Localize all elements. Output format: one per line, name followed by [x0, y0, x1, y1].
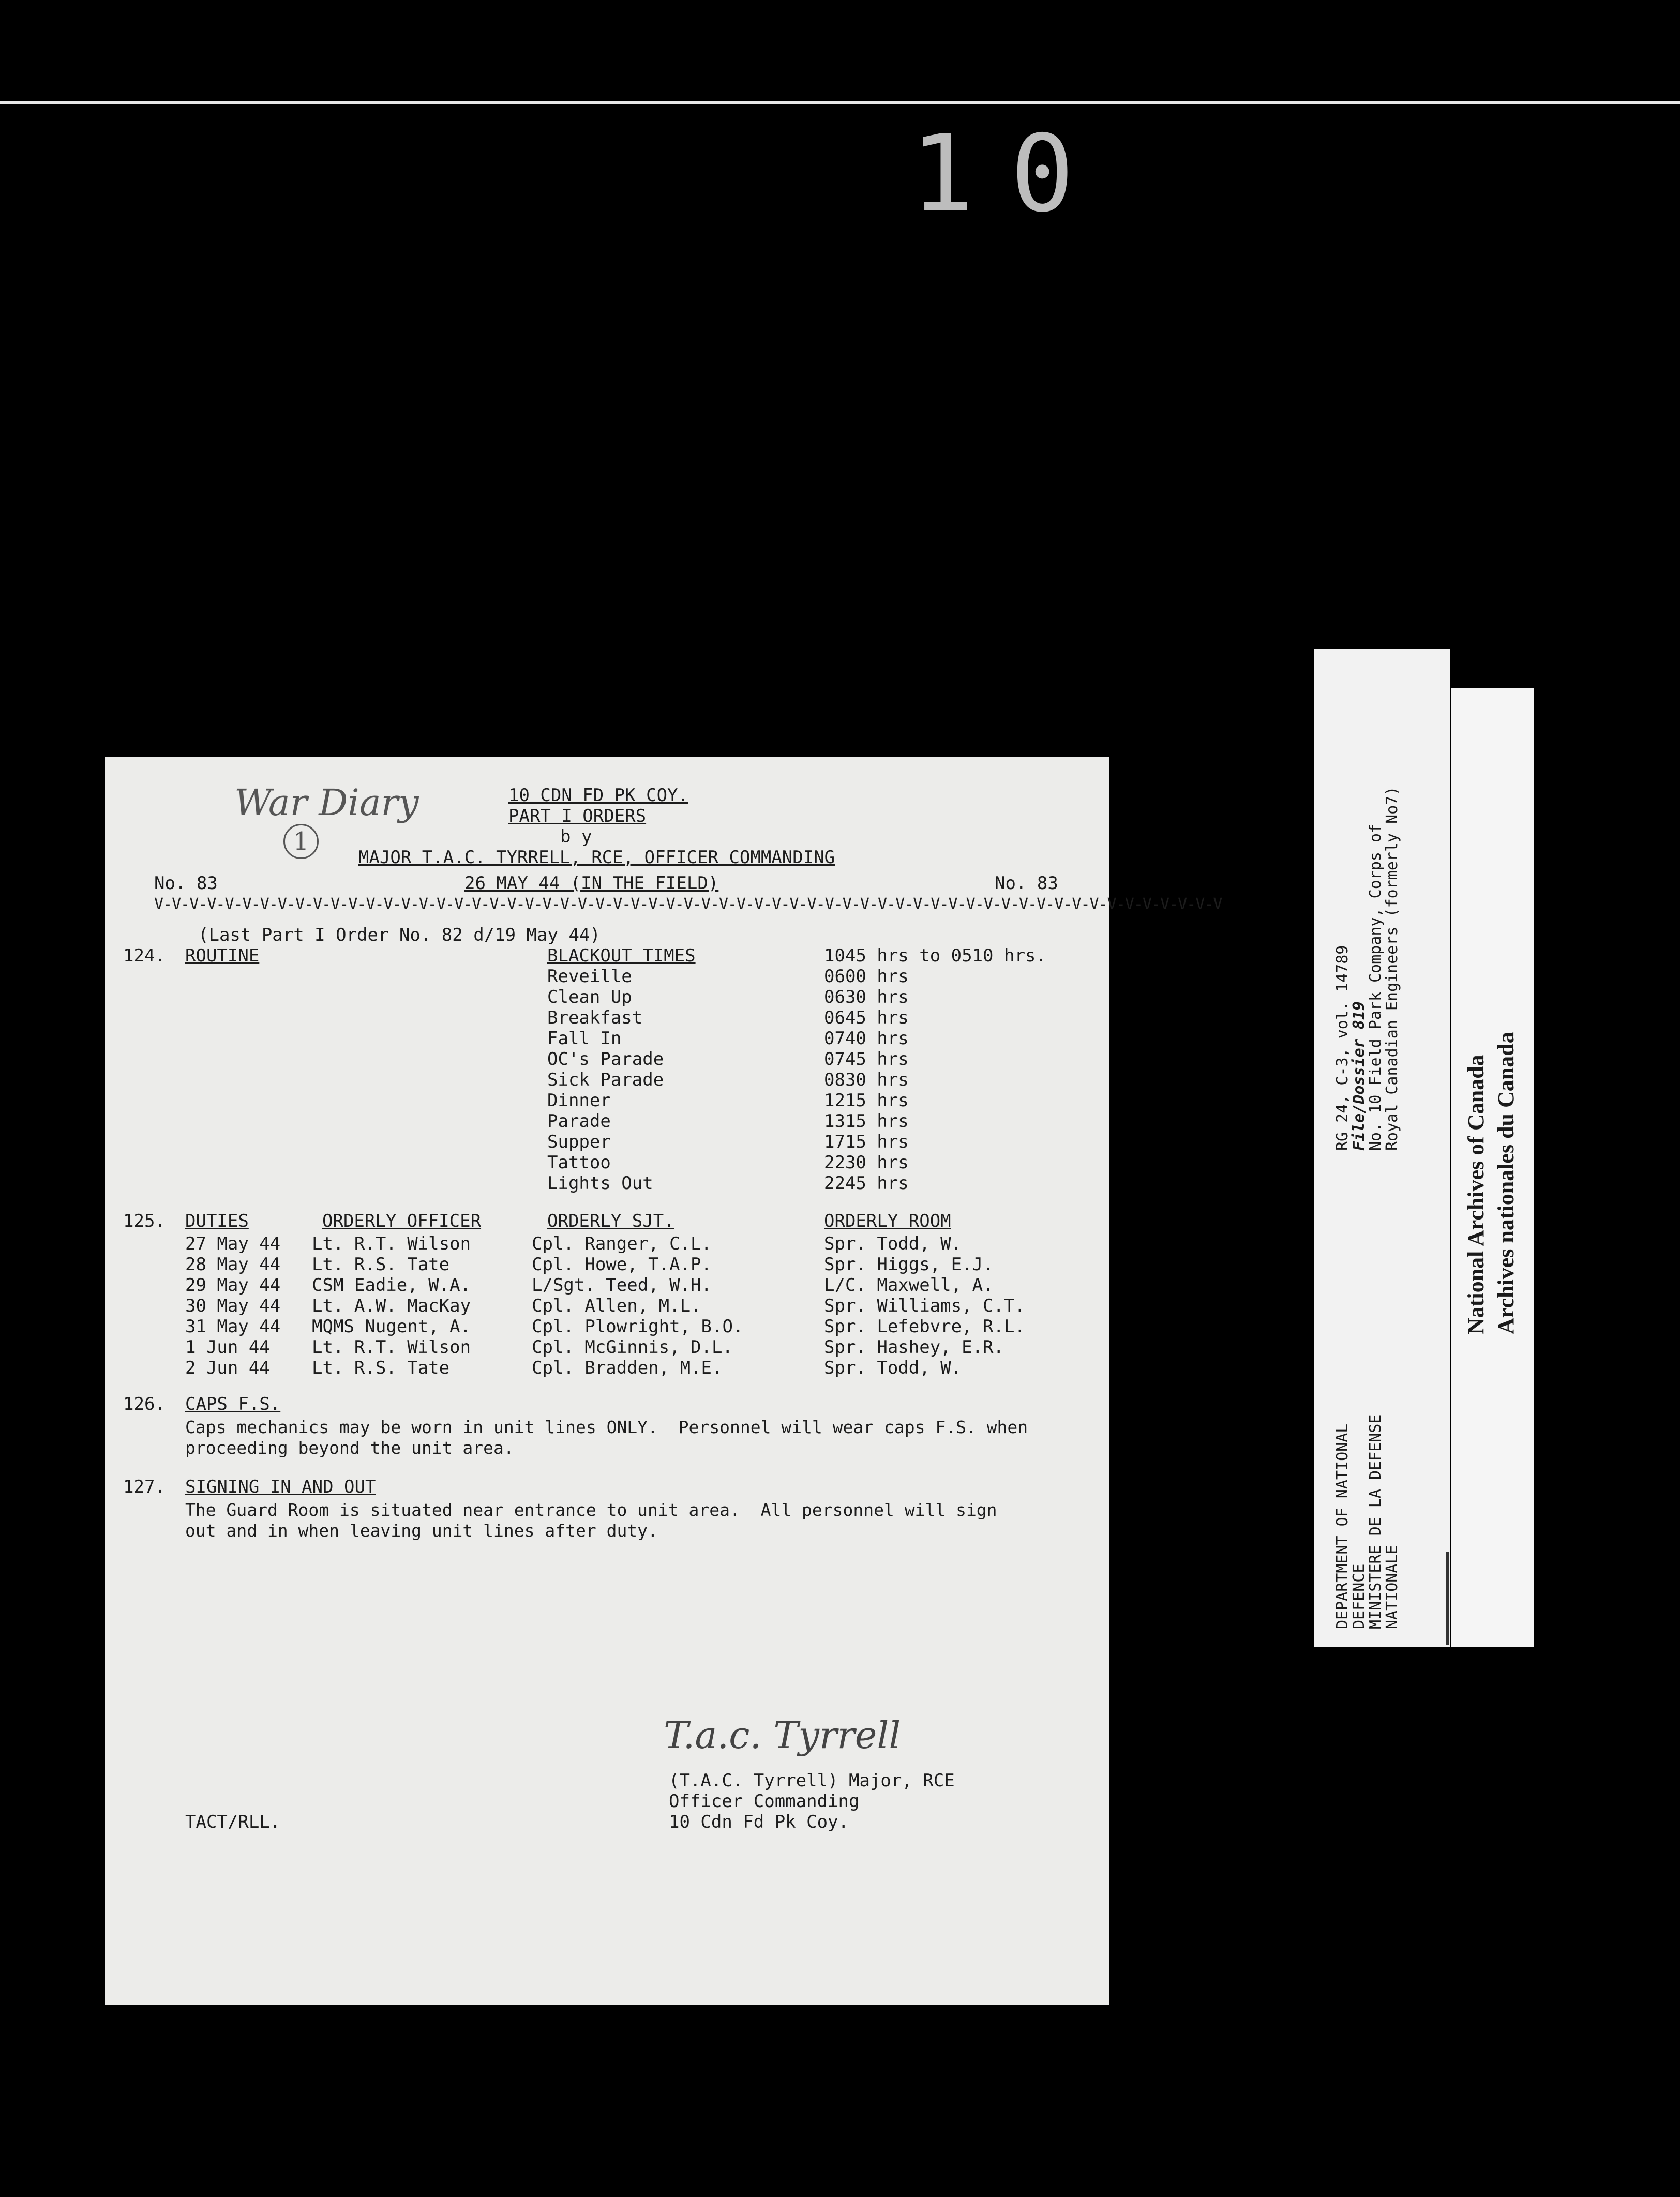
duty-sergeant: Cpl. Allen, M.L. [532, 1296, 701, 1316]
caps-text-line-2: proceeding beyond the unit area. [185, 1438, 514, 1458]
signing-title: SIGNING IN AND OUT [185, 1477, 376, 1497]
last-order-note: (Last Part I Order No. 82 d/19 May 44) [198, 925, 601, 945]
duty-orderly-room: Spr. Williams, C.T. [824, 1296, 1025, 1316]
duty-sergeant: Cpl. Plowright, B.O. [532, 1316, 744, 1337]
signature-unit: 10 Cdn Fd Pk Coy. [669, 1812, 849, 1832]
duty-orderly-room: Spr. Higgs, E.J. [824, 1254, 994, 1275]
caps-number: 126. [123, 1394, 166, 1414]
duty-officer: MQMS Nugent, A. [312, 1316, 471, 1337]
routine-label: Sick Parade [547, 1070, 664, 1090]
order-number-left: No. 83 [154, 873, 218, 894]
header-orderly-room: ORDERLY ROOM [824, 1211, 951, 1231]
by-line: b y [560, 826, 592, 847]
signing-number: 127. [123, 1477, 166, 1497]
duty-sergeant: Cpl. Ranger, C.L. [532, 1233, 712, 1254]
unit-heading: 10 CDN FD PK COY. [508, 785, 688, 806]
department-line-4: NATIONALE [1383, 1545, 1401, 1629]
order-date: 26 MAY 44 (IN THE FIELD) [464, 873, 719, 894]
header-orderly-officer: ORDERLY OFFICER [322, 1211, 482, 1231]
duty-date: 30 May 44 [185, 1296, 281, 1316]
routine-time: 0600 hrs [824, 966, 909, 987]
routine-time: 2245 hrs [824, 1173, 909, 1194]
archive-label [1314, 649, 1450, 1647]
signing-text-line-1: The Guard Room is situated near entrance to unit area. All personnel will sign [185, 1500, 997, 1520]
routine-time: 0740 hrs [824, 1028, 909, 1049]
caps-title: CAPS F.S. [185, 1394, 281, 1414]
archive-reference: RG 24, C-3, vol. 14789 [1333, 945, 1352, 1151]
routine-label: Lights Out [547, 1173, 653, 1194]
duty-sergeant: L/Sgt. Teed, W.H. [532, 1275, 712, 1296]
duty-sergeant: Cpl. Howe, T.A.P. [532, 1254, 712, 1275]
routine-label: BLACKOUT TIMES [547, 945, 696, 966]
routine-time: 1715 hrs [824, 1132, 909, 1152]
signature-title: Officer Commanding [669, 1791, 860, 1812]
circled-number-annotation: 1 [283, 824, 319, 859]
header-orderly-sjt: ORDERLY SJT. [547, 1211, 674, 1231]
duty-officer: Lt. R.S. Tate [312, 1254, 450, 1275]
archive-stamp [1451, 688, 1534, 1647]
duty-orderly-room: Spr. Todd, W. [824, 1358, 962, 1378]
routine-label: Dinner [547, 1090, 611, 1111]
routine-time: 1045 hrs to 0510 hrs. [824, 945, 1046, 966]
routine-label: Parade [547, 1111, 611, 1132]
duty-officer: Lt. R.T. Wilson [312, 1337, 471, 1358]
duty-officer: Lt. R.T. Wilson [312, 1233, 471, 1254]
duty-date: 27 May 44 [185, 1233, 281, 1254]
routine-label: OC's Parade [547, 1049, 664, 1070]
duty-sergeant: Cpl. McGinnis, D.L. [532, 1337, 733, 1358]
film-top-border [0, 101, 1680, 104]
department-line-1: DEPARTMENT OF NATIONAL [1333, 1423, 1352, 1629]
file-number: File/Dossier 819 [1350, 1001, 1368, 1151]
archives-name-french: Archives nationales du Canada [1493, 1032, 1519, 1334]
unit-description-1: No. 10 Field Park Company, Corps of [1367, 823, 1385, 1151]
duties-number: 125. [123, 1211, 166, 1231]
frame-number: 10 [910, 113, 1111, 236]
routine-time: 2230 hrs [824, 1152, 909, 1173]
archives-name-english: National Archives of Canada [1463, 1055, 1489, 1334]
department-line-3: MINISTERE DE LA DEFENSE [1367, 1414, 1385, 1629]
duty-orderly-room: Spr. Lefebvre, R.L. [824, 1316, 1025, 1337]
duty-officer: Lt. R.S. Tate [312, 1358, 450, 1378]
duties-title: DUTIES [185, 1211, 249, 1231]
order-number-right: No. 83 [995, 873, 1058, 894]
duty-date: 29 May 44 [185, 1275, 281, 1296]
unit-description-2: Royal Canadian Engineers (formerly No7) [1383, 786, 1401, 1151]
duty-date: 2 Jun 44 [185, 1358, 270, 1378]
routine-label: Reveille [547, 966, 632, 987]
routine-time: 1215 hrs [824, 1090, 909, 1111]
caps-text-line-1: Caps mechanics may be worn in unit lines ONLY. Personnel will wear caps F.S. when [185, 1417, 1028, 1437]
duty-orderly-room: L/C. Maxwell, A. [824, 1275, 994, 1296]
duty-orderly-room: Spr. Hashey, E.R. [824, 1337, 1004, 1358]
routine-label: Supper [547, 1132, 611, 1152]
officer-heading: MAJOR T.A.C. TYRRELL, RCE, OFFICER COMMANDING [358, 847, 835, 868]
duty-sergeant: Cpl. Bradden, M.E. [532, 1358, 723, 1378]
duty-officer: CSM Eadie, W.A. [312, 1275, 471, 1296]
department-line-2: DEFENCE [1350, 1563, 1368, 1629]
war-diary-annotation: War Diary [234, 781, 419, 824]
routine-label: Clean Up [547, 987, 632, 1007]
routine-time: 0645 hrs [824, 1007, 909, 1028]
document-page [105, 757, 1222, 2005]
routine-time: 1315 hrs [824, 1111, 909, 1132]
reference-initials: TACT/RLL. [185, 1812, 281, 1832]
routine-time: 0630 hrs [824, 987, 909, 1007]
duty-officer: Lt. A.W. MacKay [312, 1296, 471, 1316]
routine-title: ROUTINE [185, 945, 260, 966]
duty-date: 28 May 44 [185, 1254, 281, 1275]
separator-line: V-V-V-V-V-V-V-V-V-V-V-V-V-V-V-V-V-V-V-V-V-V-V-V-V-V-V-V-V-V-V-V-V-V-V-V-V-V-V-V-V-V-V-V-V-V-V-V-V-V-V-V-V-V-V-V-V-V-V-V-V [154, 895, 1222, 913]
routine-label: Breakfast [547, 1007, 643, 1028]
duty-date: 1 Jun 44 [185, 1337, 270, 1358]
routine-time: 0830 hrs [824, 1070, 909, 1090]
routine-label: Fall In [547, 1028, 622, 1049]
routine-number: 124. [123, 945, 166, 966]
routine-label: Tattoo [547, 1152, 611, 1173]
signature-name: (T.A.C. Tyrrell) Major, RCE [669, 1770, 955, 1791]
handwritten-signature: T.a.c. Tyrrell [664, 1713, 901, 1757]
signing-text-line-2: out and in when leaving unit lines after duty. [185, 1521, 658, 1541]
orders-heading: PART I ORDERS [508, 806, 647, 826]
duty-orderly-room: Spr. Todd, W. [824, 1233, 962, 1254]
duty-date: 31 May 44 [185, 1316, 281, 1337]
label-divider [1446, 1552, 1449, 1645]
routine-time: 0745 hrs [824, 1049, 909, 1070]
